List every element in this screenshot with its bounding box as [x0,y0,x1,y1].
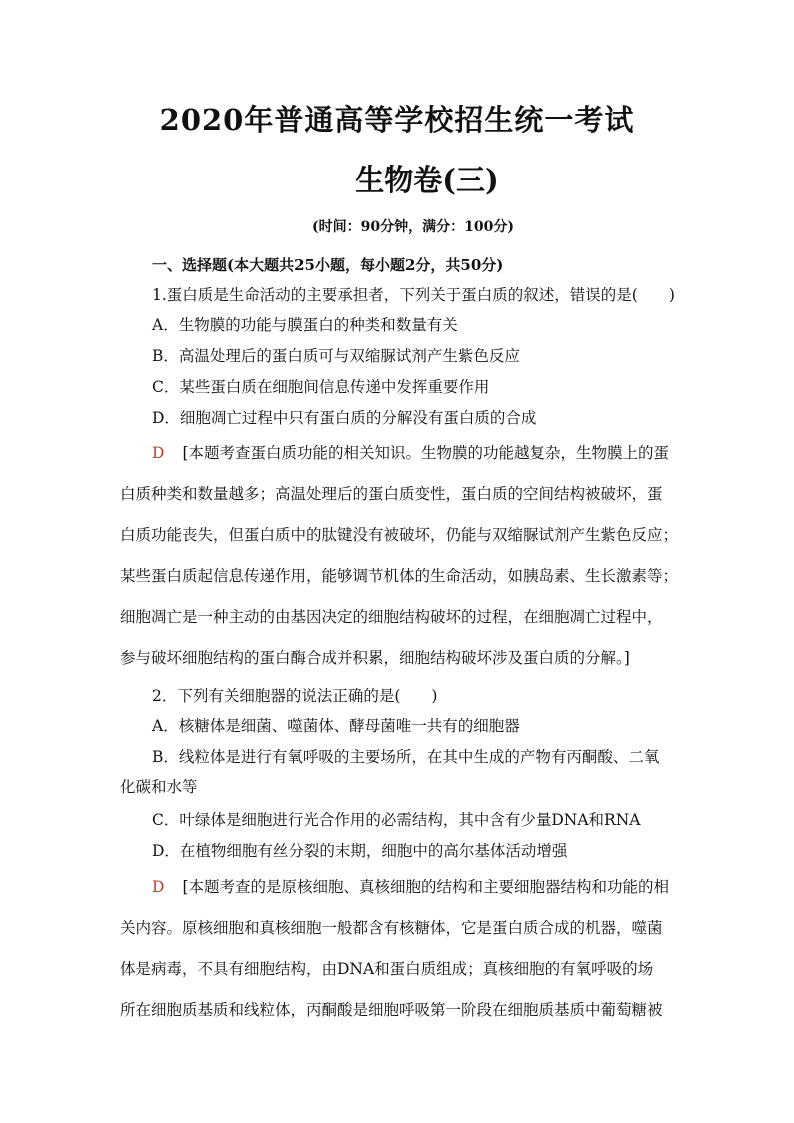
question-1-option-a: A．生物膜的功能与膜蛋白的种类和数量有关 [152,316,458,334]
section-heading: 一、选择题(本大题共25小题，每小题2分，共50分) [152,256,504,274]
exam-info: (时间：90分钟，满分：100分) [312,219,514,235]
exam-title: 2020年普通高等学校招生统一考试 [159,103,635,137]
explanation-line: 细胞凋亡是一种主动的由基因决定的细胞结构破坏的过程，在细胞凋亡过程中， [120,608,663,626]
explanation-line: 体是病毒，不具有细胞结构，由DNA和蛋白质组成；真核细胞的有氧呼吸的场 [120,960,654,978]
exam-subtitle: 生物卷(三) [355,163,499,197]
answer-letter: D [152,878,165,896]
explanation-line: [本题考查的是原核细胞、真核细胞的结构和主要细胞器结构和功能的相 [182,878,669,896]
question-2-option-b-cont: 化碳和水等 [120,778,198,796]
question-1-option-c: C．某些蛋白质在细胞间信息传递中发挥重要作用 [152,378,490,396]
question-2-option-c: C．叶绿体是细胞进行光合作用的必需结构，其中含有少量DNA和RNA [152,811,641,829]
question-2-answer [152,877,669,897]
explanation-line: 所在细胞质基质和线粒体，丙酮酸是细胞呼吸第一阶段在细胞质基质中葡萄糖被 [120,1001,663,1019]
question-1-answer [152,443,669,463]
question-2-option-a: A．核糖体是细菌、噬菌体、酵母菌唯一共有的细胞器 [152,717,520,735]
question-2-option-b: B．线粒体是进行有氧呼吸的主要场所，在其中生成的产物有丙酮酸、二氧 [152,748,660,766]
explanation-line: 参与破坏细胞结构的蛋白酶合成并积累，细胞结构破坏涉及蛋白质的分解。] [120,649,630,667]
explanation-line: 白质功能丧失，但蛋白质中的肽键没有被破坏，仍能与双缩脲试剂产生紫色反应； [120,526,679,544]
explanation-line: 白质种类和数量越多；高温处理后的蛋白质变性，蛋白质的空间结构被破坏，蛋 [120,485,663,503]
question-1-stem: 1.蛋白质是生命活动的主要承担者，下列关于蛋白质的叙述，错误的是( ) [152,286,675,304]
question-2-stem: 2．下列有关细胞器的说法正确的是( ) [152,687,438,705]
explanation-line: [本题考查蛋白质功能的相关知识。生物膜的功能越复杂，生物膜上的蛋 [182,444,669,462]
explanation-line: 关内容。原核细胞和真核细胞一般都含有核糖体，它是蛋白质合成的机器，噬菌 [120,919,663,937]
question-1-option-d: D．细胞凋亡过程中只有蛋白质的分解没有蛋白质的合成 [152,409,537,427]
answer-letter: D [152,444,165,462]
question-1-option-b: B．高温处理后的蛋白质可与双缩脲试剂产生紫色反应 [152,347,520,365]
question-2-option-d: D．在植物细胞有丝分裂的末期，细胞中的高尔基体活动增强 [152,842,568,860]
explanation-line: 某些蛋白质起信息传递作用，能够调节机体的生命活动，如胰岛素、生长激素等； [120,567,679,585]
